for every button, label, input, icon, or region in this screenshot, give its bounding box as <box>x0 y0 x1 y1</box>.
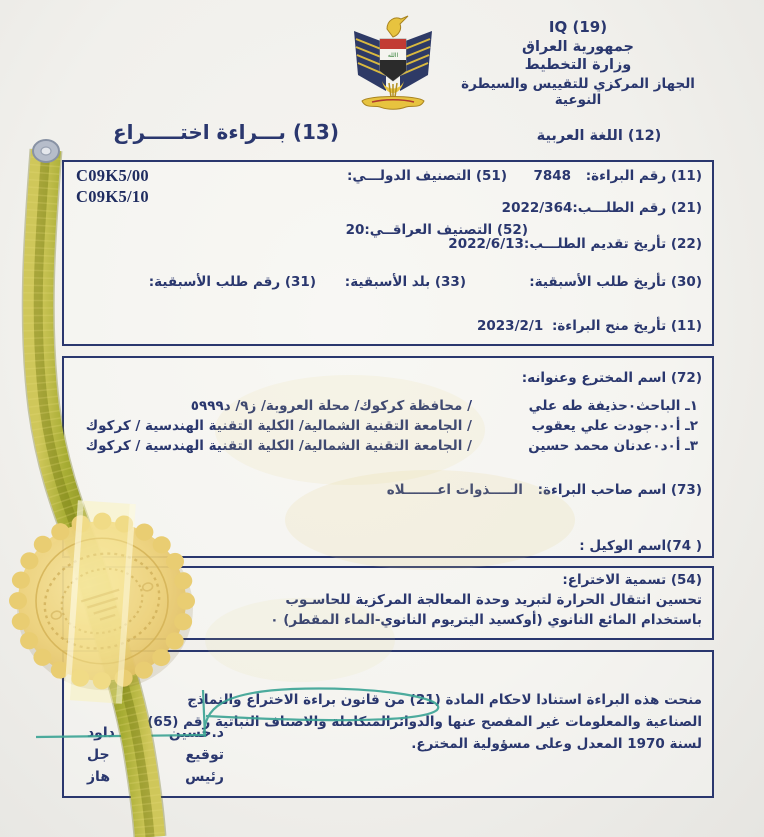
language-label: (12) اللغة العربية <box>536 128 662 144</box>
inventor-address-1: / محافظة كركوك/ محلة العروبة/ ز٩/ د٥٩٩٩ <box>190 398 472 414</box>
inventor-name-3: ٣ـ أ٠د٠عدنان محمد حسين <box>528 438 698 454</box>
intl-class-label: (51) التصنيف الدولـــي: <box>346 168 507 184</box>
signatory-title-left: هاز <box>87 769 111 785</box>
agency-name: الجهاز المركزي للتقييس والسيطرة النوعية <box>461 76 695 108</box>
inventor-address-3: / الجامعة التقنية الشمالية/ الكلية التقنية الهندسية / كركوك <box>85 438 472 454</box>
country-name: جمهورية العراق <box>521 39 635 55</box>
signatory-title <box>87 766 224 788</box>
owner-label: (73) اسم صاحب البراءة: <box>537 482 702 498</box>
inventors-label: (72) اسم المخترع وعنوانه: <box>521 370 702 386</box>
invention-title-box <box>62 566 714 640</box>
intl-class-value-1: C09K5/00 <box>76 166 149 185</box>
iraq-coat-of-arms-eagle <box>346 13 440 117</box>
grant-statement-line2: الصناعية والمعلومات غير المفصح عنها والدوائرالمتكاملة والاصناف النباتية رقم (65) <box>147 714 702 730</box>
owner-row <box>377 482 702 498</box>
parties-box <box>62 356 714 558</box>
grant-statement-box <box>62 650 714 798</box>
iraqi-class-label: (52) التصنيف العراقــي: <box>364 222 528 238</box>
biblio-box <box>62 160 714 346</box>
priority-number-label: (31) رقم طلب الأسبقية: <box>148 274 316 290</box>
grant-statement-line1: منحت هذه البراءة استنادا لاحكام المادة (21) من قانون براءة الاختراع والنماذج <box>187 692 702 708</box>
patent-heading: (13) بـــراءة اختـــــراع <box>113 120 339 144</box>
filing-date-value: 2022/6/13 <box>448 236 524 252</box>
signature-caption-left: جل <box>87 747 110 763</box>
filing-date-label: (22) تأريخ تقديم الطلـــب: <box>523 236 702 252</box>
agent-label: ( 74)اسم الوكيل : <box>579 538 702 554</box>
priority-date-label: (30) تأريخ طلب الأسبقية: <box>529 274 702 290</box>
signature-caption <box>87 744 224 766</box>
application-number-value: 2022/364 <box>501 200 573 216</box>
inventor-address-2: / الجامعة التقنية الشمالية/ الكلية التقنية الهندسية / كركوك <box>85 418 472 434</box>
ministry-name: وزارة التخطيط <box>524 57 632 73</box>
grant-date-value: 2023/2/1 <box>477 318 544 334</box>
application-number-label: (21) رقم الطلـــب: <box>572 200 702 216</box>
invention-title-line1: تحسين انتقال الحرارة لتبريد وحدة المعالجة المركزية للحاسـوب <box>285 592 702 608</box>
signatory-name <box>87 722 224 744</box>
signatory-name-right: د.حسين <box>168 725 224 741</box>
inventor-name-1: ١ـ الباحث٠حذيفة طه علي <box>528 398 698 414</box>
iraqi-class-value: 20 <box>345 222 365 238</box>
owner-value: الـــــذوات اعـــــــلاه <box>386 482 523 498</box>
metal-eyelet <box>33 140 59 162</box>
invention-title-label: (54) تسمية الاختراع: <box>562 572 702 588</box>
invention-title-line2: باستخدام المائع النانوي (أوكسيد اليتريوم النانوي-الماء المقطر) ٠ <box>270 612 702 628</box>
patent-number-value: 7848 <box>533 168 572 184</box>
header-text <box>437 18 719 108</box>
grant-date-label: (11) تأريخ منح البراءة: <box>551 318 702 334</box>
signature-block <box>87 722 224 788</box>
intl-class-values <box>76 165 149 207</box>
signatory-title-right: رئيس <box>185 769 224 785</box>
filing-date-row <box>448 236 702 252</box>
intl-class-value-2: C09K5/10 <box>76 187 149 206</box>
signature-caption-right: توقيع <box>185 747 224 763</box>
patent-number-row <box>523 168 702 184</box>
priority-country-label: (33) بلد الأسبقية: <box>344 274 466 290</box>
signatory-name-left: داود <box>87 725 115 741</box>
svg-text:االله: االله <box>387 52 399 59</box>
inventor-name-2: ٢ـ أ٠د٠جودت علي يعقوب <box>531 418 698 434</box>
record-code: IQ (19) <box>548 18 608 36</box>
grant-date-row <box>473 318 702 334</box>
grant-statement-line3: لسنة 1970 المعدل وعلى مسؤولية المخترع. <box>411 736 702 752</box>
application-number-row <box>502 200 702 216</box>
patent-number-label: (11) رقم البراءة: <box>585 168 702 184</box>
